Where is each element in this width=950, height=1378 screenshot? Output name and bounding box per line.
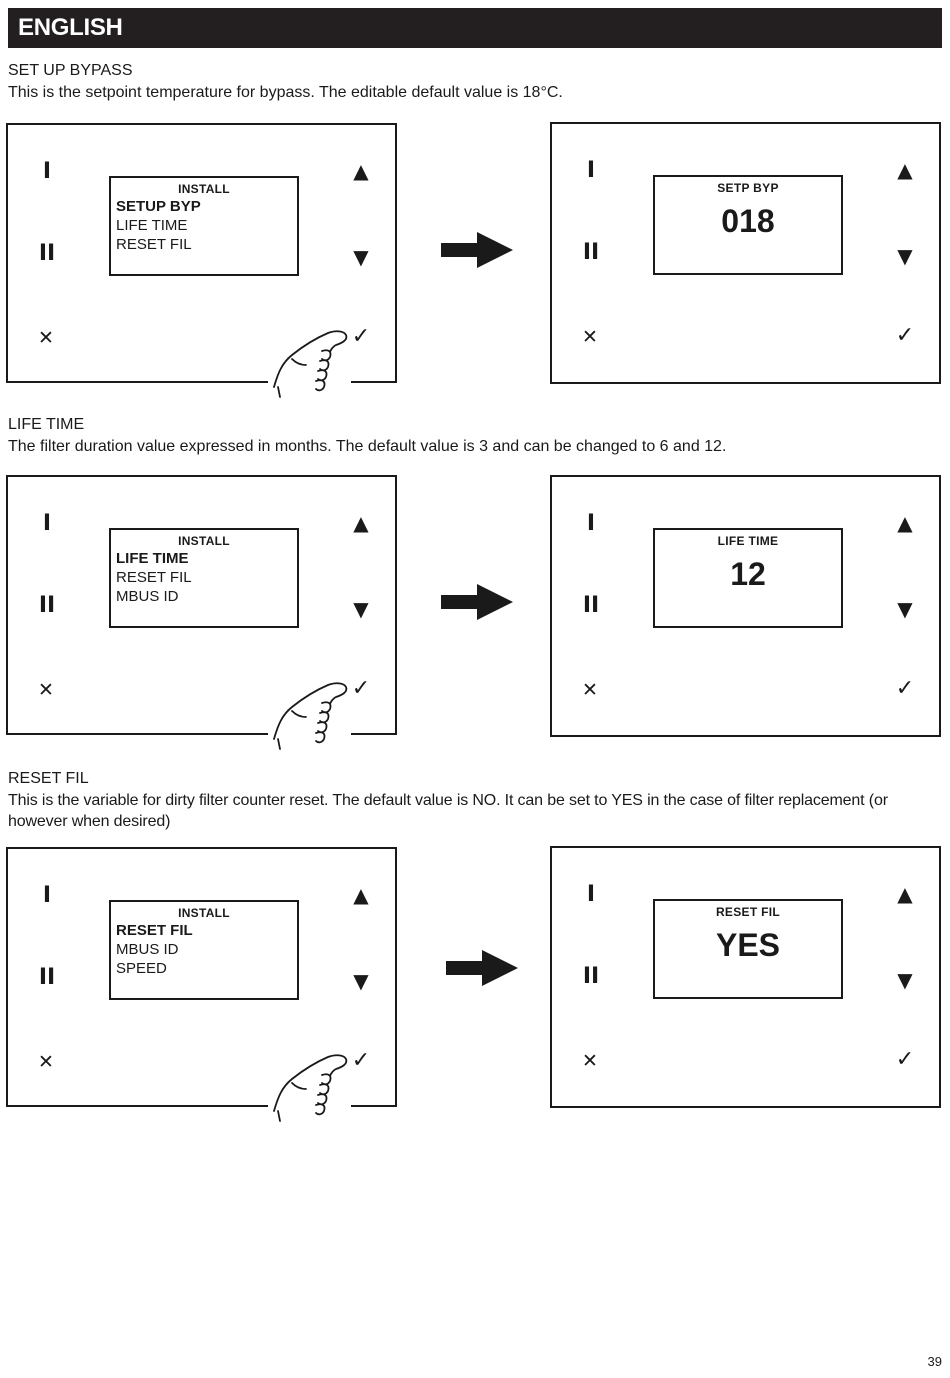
section-description-bypass: This is the setpoint temperature for bypass. The editable default value is 18°C. [8, 84, 563, 101]
section-title-reset-filter: RESET FIL [8, 770, 89, 787]
down-arrow-icon[interactable]: ▼ [353, 969, 369, 993]
button-i-icon[interactable]: I [586, 511, 596, 536]
hand-pressing-icon [270, 679, 356, 751]
setting-header: SETP BYP [717, 181, 779, 195]
up-arrow-icon[interactable]: ▲ [353, 511, 369, 535]
up-arrow-icon[interactable]: ▲ [353, 883, 369, 907]
down-arrow-icon[interactable]: ▼ [353, 245, 369, 269]
section-title-bypass: SET UP BYPASS [8, 62, 133, 79]
setting-value: YES [715, 927, 781, 963]
section-description-life-time: The filter duration value expressed in months. The default value is 3 and can be changed to 6 and 12. [8, 438, 727, 455]
confirm-check-icon[interactable]: ✓ [351, 1048, 371, 1073]
cancel-icon[interactable]: ✕ [582, 326, 598, 348]
panel-menu-reset-filter [6, 847, 397, 1107]
language-header [8, 8, 942, 48]
display-screen [653, 175, 843, 275]
menu-item: MBUS ID [116, 941, 179, 958]
confirm-check-icon[interactable]: ✓ [351, 676, 371, 701]
down-arrow-icon[interactable]: ▼ [897, 244, 913, 268]
setting-value: 018 [721, 203, 775, 239]
button-i-icon[interactable]: I [586, 882, 596, 907]
hand-pressing-icon [270, 1051, 356, 1123]
menu-header: INSTALL [178, 182, 230, 196]
right-arrow-icon [441, 232, 513, 268]
menu-item: MBUS ID [116, 588, 179, 605]
menu-item: RESET FIL [116, 569, 192, 586]
up-arrow-icon[interactable]: ▲ [897, 882, 913, 906]
cancel-icon[interactable]: ✕ [38, 1051, 54, 1073]
menu-item-selected: SETUP BYP [116, 198, 201, 215]
display-screen [109, 176, 299, 276]
menu-item: RESET FIL [116, 236, 192, 253]
page-number: 39 [927, 1354, 942, 1369]
panel-menu-setup-bypass [6, 123, 397, 383]
up-arrow-icon[interactable]: ▲ [897, 511, 913, 535]
button-i-icon[interactable]: I [42, 511, 52, 536]
menu-item: LIFE TIME [116, 217, 188, 234]
down-arrow-icon[interactable]: ▼ [897, 597, 913, 621]
section-description-reset-filter: This is the variable for dirty filter counter reset. The default value is NO. It can be set to YES in the case of filter replacement (or however when desired) [8, 792, 888, 830]
button-ii-icon[interactable]: II [38, 593, 56, 618]
up-arrow-icon[interactable]: ▲ [353, 159, 369, 183]
button-ii-icon[interactable]: II [38, 241, 56, 266]
setting-header: LIFE TIME [717, 534, 779, 548]
section-title-life-time: LIFE TIME [8, 416, 85, 433]
panel-menu-life-time [6, 475, 397, 735]
display-screen [109, 528, 299, 628]
menu-item: SPEED [116, 960, 167, 977]
cancel-icon[interactable]: ✕ [38, 679, 54, 701]
cancel-icon[interactable]: ✕ [582, 1050, 598, 1072]
button-i-icon[interactable]: I [586, 158, 596, 183]
panel-setpoint-bypass [550, 122, 941, 384]
down-arrow-icon[interactable]: ▼ [897, 968, 913, 992]
confirm-check-icon[interactable]: ✓ [895, 676, 915, 701]
confirm-check-icon[interactable]: ✓ [895, 323, 915, 348]
language-label: ENGLISH [18, 14, 123, 41]
setting-header: RESET FIL [715, 905, 781, 919]
button-i-icon[interactable]: I [42, 883, 52, 908]
confirm-check-icon[interactable]: ✓ [895, 1047, 915, 1072]
menu-header: INSTALL [178, 534, 230, 548]
button-ii-icon[interactable]: II [582, 964, 600, 989]
up-arrow-icon[interactable]: ▲ [897, 158, 913, 182]
setting-value: 12 [730, 556, 766, 592]
down-arrow-icon[interactable]: ▼ [353, 597, 369, 621]
button-ii-icon[interactable]: II [582, 240, 600, 265]
cancel-icon[interactable]: ✕ [38, 327, 54, 349]
button-ii-icon[interactable]: II [38, 965, 56, 990]
right-arrow-icon [446, 950, 518, 986]
right-arrow-icon [441, 584, 513, 620]
menu-item-selected: LIFE TIME [116, 550, 189, 567]
panel-reset-filter-value [550, 846, 941, 1108]
button-ii-icon[interactable]: II [582, 593, 600, 618]
display-screen [653, 899, 843, 999]
cancel-icon[interactable]: ✕ [582, 679, 598, 701]
confirm-check-icon[interactable]: ✓ [351, 324, 371, 349]
panel-life-time-value [550, 475, 941, 737]
display-screen [653, 528, 843, 628]
hand-pressing-icon [270, 327, 356, 399]
display-screen [109, 900, 299, 1000]
menu-header: INSTALL [178, 906, 230, 920]
menu-item-selected: RESET FIL [116, 922, 193, 939]
button-i-icon[interactable]: I [42, 159, 52, 184]
